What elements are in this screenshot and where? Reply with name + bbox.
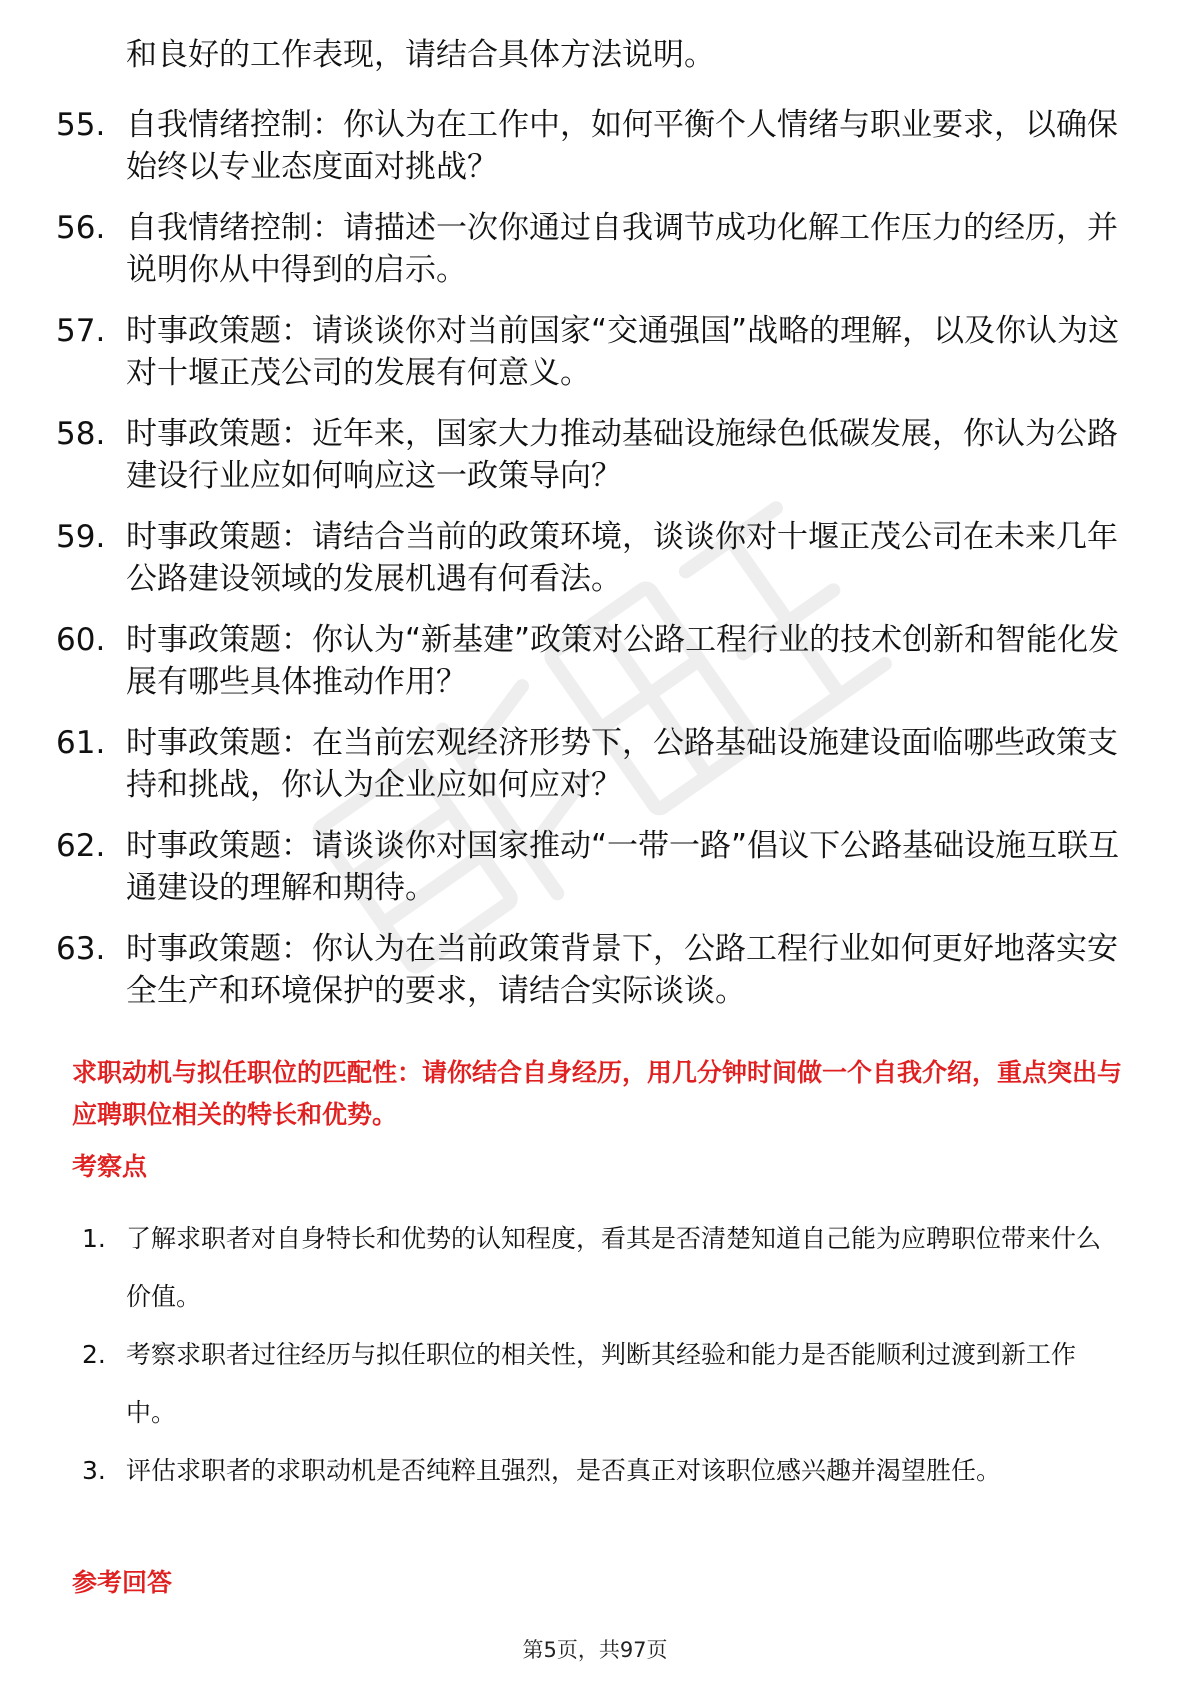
question-text: 时事政策题：在当前宏观经济形势下，公路基础设施建设面临哪些政策支持和挑战，你认为企业应如何应对？ [126,725,1118,803]
list-item [82,1210,1122,1326]
list-item [82,1326,1122,1442]
assessment-points [82,1210,1122,1500]
point-text: 了解求职者对自身特长和优势的认知程度，看其是否清楚知道自己能为应聘职位带来什么价值。 [126,1224,1102,1311]
list-item [56,516,1136,600]
point-number: 2. [82,1340,106,1369]
list-item [56,722,1136,806]
list-item [56,104,1136,188]
question-number: 63. [56,931,106,967]
question-text: 自我情绪控制：你认为在工作中，如何平衡个人情绪与职业要求，以确保始终以专业态度面对挑战？ [126,107,1118,185]
question-text: 自我情绪控制：请描述一次你通过自我调节成功化解工作压力的经历，并说明你从中得到的启示。 [126,210,1118,288]
question-text: 时事政策题：请谈谈你对国家推动“一带一路”倡议下公路基础设施互联互通建设的理解和期待。 [126,828,1120,906]
page-footer: 第5页，共97页 [522,1638,668,1662]
list-item [56,207,1136,291]
question-number: 61. [56,725,106,761]
question-text: 时事政策题：你认为“新基建”政策对公路工程行业的技术创新和智能化发展有哪些具体推动作用？ [126,622,1120,700]
question-continuation: 和良好的工作表现，请结合具体方法说明。 [126,37,715,73]
point-text: 评估求职者的求职动机是否纯粹且强烈，是否真正对该职位感兴趣并渴望胜任。 [126,1456,1002,1485]
question-number: 60. [56,622,106,658]
question-number: 55. [56,107,106,143]
question-number: 58. [56,416,106,452]
question-text: 时事政策题：请谈谈你对当前国家“交通强国”战略的理解，以及你认为这对十堰正茂公司的发展有何意义。 [126,313,1120,391]
list-item [56,413,1136,497]
list-item [56,928,1136,1012]
question-number: 57. [56,313,106,349]
question-text: 时事政策题：近年来，国家大力推动基础设施绿色低碳发展，你认为公路建设行业应如何响应这一政策导向？ [126,416,1118,494]
section-heading: 求职动机与拟任职位的匹配性：请你结合自身经历，用几分钟时间做一个自我介绍，重点突出与应聘职位相关的特长和优势。 [72,1058,1123,1129]
point-number: 3. [82,1456,106,1485]
question-number: 62. [56,828,106,864]
list-item [56,310,1136,394]
list-item [56,619,1136,703]
list-item [56,825,1136,909]
points-label: 考察点 [72,1152,148,1181]
question-number: 56. [56,210,106,246]
question-text: 时事政策题：你认为在当前政策背景下，公路工程行业如何更好地落实安全生产和环境保护的要求，请结合实际谈谈。 [126,931,1118,1009]
point-text: 考察求职者过往经历与拟任职位的相关性，判断其经验和能力是否能顺利过渡到新工作中。 [126,1340,1077,1427]
point-number: 1. [82,1224,106,1253]
question-list [56,34,1136,1012]
question-number: 59. [56,519,106,555]
list-item [82,1442,1122,1500]
question-text: 时事政策题：请结合当前的政策环境，谈谈你对十堰正茂公司在未来几年公路建设领域的发展机遇有何看法。 [126,519,1118,597]
answer-label: 参考回答 [72,1568,173,1597]
